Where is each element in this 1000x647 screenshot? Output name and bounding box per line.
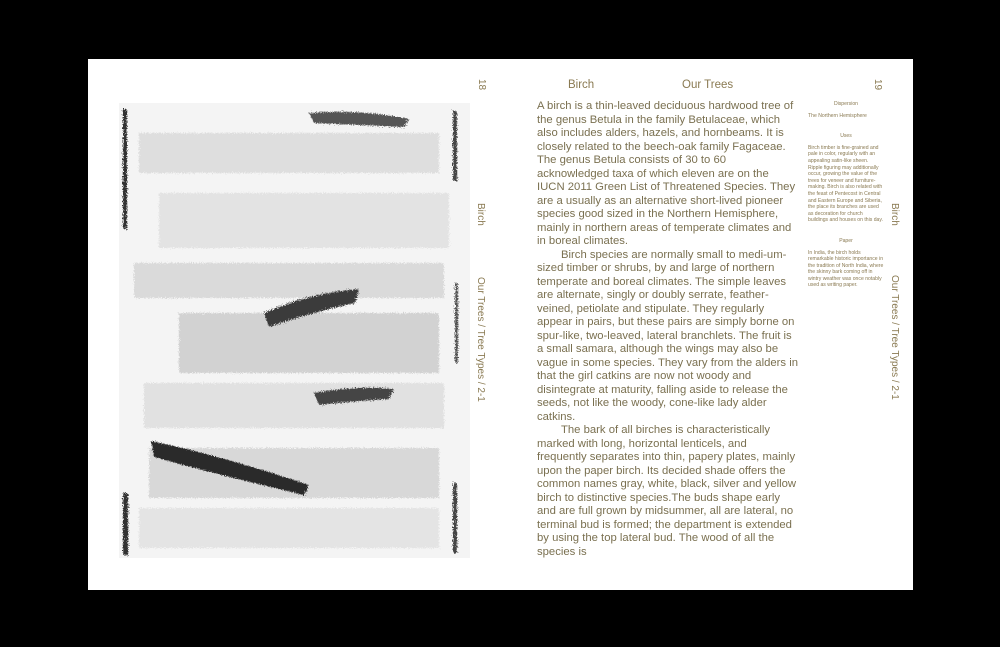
note-title: Dispersion (833, 101, 859, 107)
paragraph: The bark of all birches is characteristically marked with long, horizontal lenticels, and frequently separates into thin, papery plates, mainly upon the paper birch. Its decided shade offers the common names gray, white, black, silver and yellow birch to distinctive species.The buds shape early and are full grown by midsummer, all are lateral, no terminal bud is formed; the department is extended by using the top lateral bud. The wood of all the species is (537, 424, 797, 558)
book-spread (88, 59, 913, 590)
sidebar-notes (808, 101, 884, 303)
paragraph: The genus Betula consists of 30 to 60 acknowledged taxa of which eleven are on the IUCN 2011 Green List of Threatened Species. They are a usually as an alternative short-lived pioneer species good sized in the Northern Hemisphere, mainly in northern areas of temperate climates and in boreal climates. (537, 154, 796, 247)
side-subtitle-right: Our Trees / Tree Types / 2-1 (889, 275, 900, 400)
note-text: The Northern Hemisphere (808, 112, 867, 119)
note-title: Paper (839, 237, 853, 244)
header-section: Our Trees (682, 79, 734, 91)
side-title-left: Birch (475, 203, 486, 226)
note-text: Birch timber is fine-grained and pale in color, regularly with an appealing satin-like sheen. Ripple figuring may additionally occur, growing the value of the trees for veneer and furniture-making. Birch is also related with the feast of Pentecost in Central and Eastern Europe and Siberia, the place its branches are used as decoration for church buildings and houses on this day. (808, 144, 883, 224)
paragraph: A birch is a thin-leaved deciduous hardwood tree of the genus Betula in the family Betulaceae, which also includes alders, hazels, and hornbeams. It is closely related to the beech-oak family Fagaceae. (537, 100, 794, 153)
side-subtitle-left: Our Trees / Tree Types / 2-1 (475, 277, 486, 402)
side-title-right: Birch (889, 203, 900, 226)
page-number-right: 19 (872, 78, 884, 91)
birch-bark-image (119, 103, 470, 558)
article-body (537, 100, 799, 559)
page-number-left: 18 (476, 78, 488, 91)
birch-bark-illustration (119, 103, 470, 558)
header-title: Birch (568, 79, 595, 91)
paragraph: Birch species are normally small to medi-um-sized timber or shrubs, by and large of northern temperate and boreal climates. The simple leaves are alternate, singly or doubly serrate, feather-veined, petiolate and stipulate. They regularly appear in pairs, but these pairs are simply borne on spur-like, two-leaved, lateral branchlets. The fruit is a small samara, although the wings may also be vague in some species. They vary from the alders in that the girl catkins are now not woody and disintegrate at maturity, falling aside to release the seeds, not like the woody, cone-like lady alder catkins. (537, 248, 798, 423)
note-title: Uses (840, 133, 852, 140)
note-text: In India, the birch holds remarkable historic importance in the tradition of North India, where the skinny bark coming off in wintry weather was once notably used as writing paper. (808, 249, 884, 289)
